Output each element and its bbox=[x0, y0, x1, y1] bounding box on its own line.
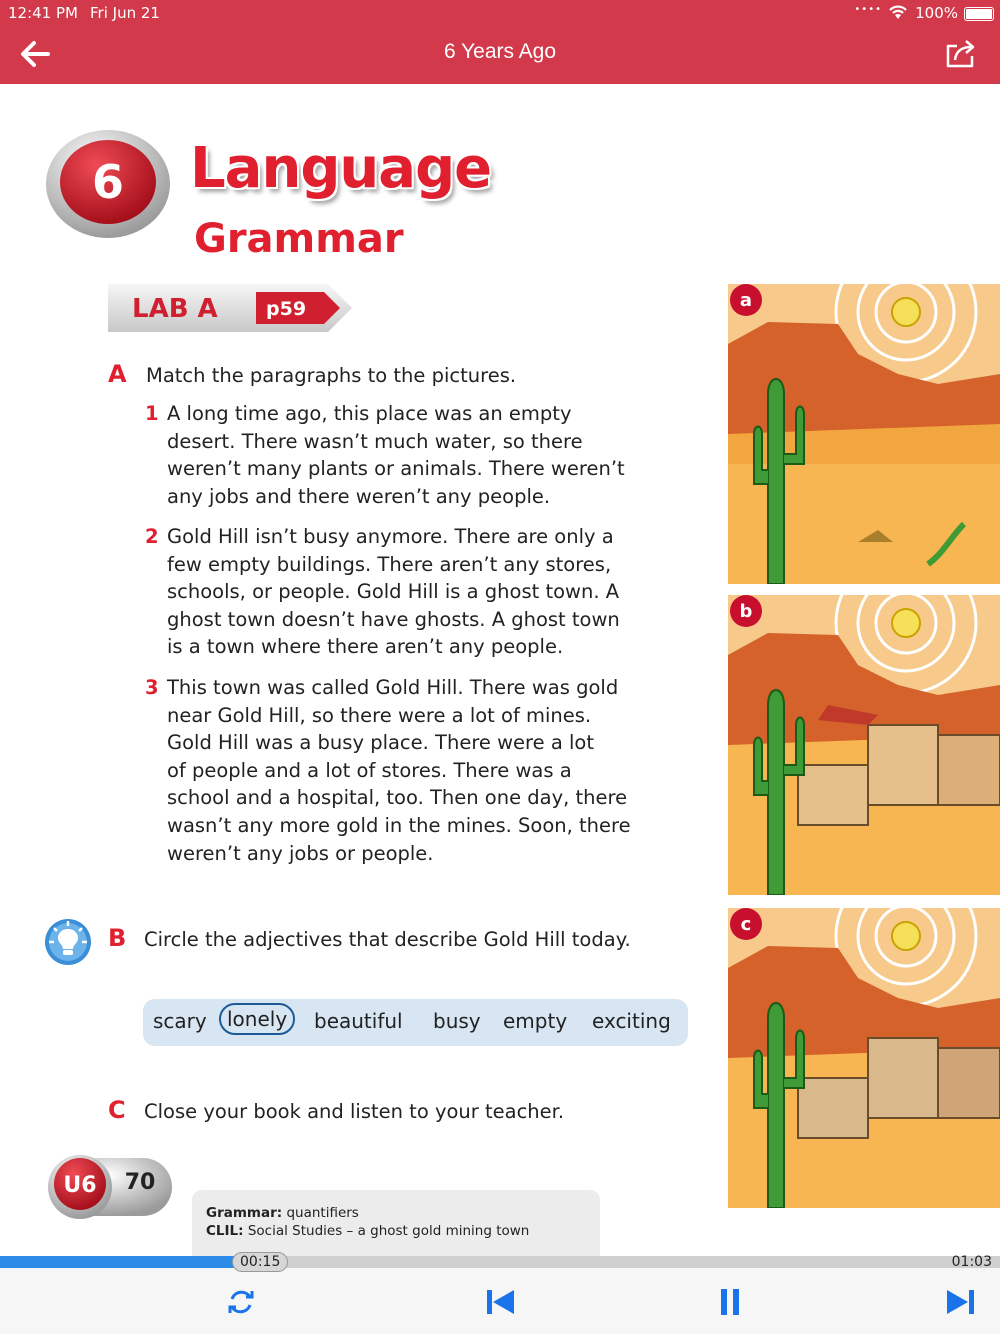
section-a-letter: A bbox=[108, 360, 127, 388]
clil-value: Social Studies – a ghost gold mining town bbox=[247, 1223, 530, 1239]
nav-title: 6 Years Ago bbox=[443, 40, 557, 63]
signal-dots-icon: •••• bbox=[854, 4, 882, 15]
paragraph-1 bbox=[145, 400, 705, 510]
nav-bar bbox=[0, 26, 1000, 84]
status-time: 12:41 PM bbox=[8, 4, 78, 22]
current-time[interactable]: 00:15 bbox=[232, 1252, 288, 1272]
share-icon[interactable] bbox=[944, 36, 978, 70]
ghost-town-illustration bbox=[728, 908, 1000, 1208]
picture-label: b bbox=[739, 601, 753, 622]
section-b-letter: B bbox=[108, 924, 127, 952]
lab-page: p59 bbox=[266, 298, 307, 320]
paragraph-text: A long time ago, this place was an empty desert. There wasn’t much water, so there weren’t many plants or animals. There weren’t any jobs and there weren’t any people. bbox=[167, 402, 625, 508]
page-title: Language bbox=[190, 136, 492, 201]
picture-c bbox=[728, 908, 1000, 1208]
pause-icon[interactable] bbox=[710, 1282, 750, 1322]
info-box bbox=[192, 1190, 600, 1256]
picture-label: c bbox=[740, 914, 752, 935]
battery-icon bbox=[964, 7, 994, 21]
paragraph-3 bbox=[145, 674, 705, 867]
skip-next-icon[interactable] bbox=[941, 1282, 981, 1322]
audio-player bbox=[0, 1256, 1000, 1334]
status-bar bbox=[0, 0, 1000, 26]
grammar-label: Grammar: bbox=[206, 1205, 283, 1221]
paragraph-2 bbox=[145, 523, 705, 661]
page-number: 70 bbox=[124, 1170, 156, 1195]
section-a-instruction: Match the paragraphs to the pictures. bbox=[146, 364, 517, 387]
town-illustration bbox=[728, 595, 1000, 895]
section-c-instruction: Close your book and listen to your teacher. bbox=[144, 1100, 565, 1123]
paragraph-number: 1 bbox=[145, 402, 159, 425]
status-date: Fri Jun 21 bbox=[90, 4, 160, 22]
adjective-word[interactable]: beautiful bbox=[314, 1009, 403, 1033]
clil-label: CLIL: bbox=[206, 1223, 244, 1239]
page-subtitle: Grammar bbox=[194, 216, 404, 262]
section-c-letter: C bbox=[108, 1096, 126, 1124]
lightbulb-icon bbox=[44, 918, 92, 966]
adjective-word[interactable]: exciting bbox=[592, 1009, 671, 1033]
grammar-value: quantifiers bbox=[286, 1205, 359, 1221]
unit-number: 6 bbox=[91, 155, 125, 209]
adjective-word-circled[interactable]: lonely bbox=[219, 1003, 295, 1035]
paragraph-number: 3 bbox=[145, 676, 159, 699]
repeat-icon[interactable] bbox=[221, 1282, 261, 1322]
adjective-word[interactable]: empty bbox=[503, 1009, 568, 1033]
desert-illustration bbox=[728, 284, 1000, 584]
lab-label: LAB A bbox=[132, 294, 218, 324]
picture-b bbox=[728, 595, 1000, 895]
book-page bbox=[0, 84, 1000, 1256]
adjective-word[interactable]: scary bbox=[153, 1009, 207, 1033]
progress-track[interactable] bbox=[0, 1256, 1000, 1268]
battery-percent: 100% bbox=[915, 4, 958, 22]
picture-a bbox=[728, 284, 1000, 584]
page-number-badge bbox=[46, 1154, 176, 1220]
picture-label: a bbox=[739, 290, 753, 311]
unit-code: U6 bbox=[63, 1173, 97, 1198]
section-b-instruction: Circle the adjectives that describe Gold Hill today. bbox=[144, 928, 631, 951]
skip-previous-icon[interactable] bbox=[480, 1282, 520, 1322]
progress-fill bbox=[0, 1256, 238, 1268]
adjective-word[interactable]: busy bbox=[433, 1009, 481, 1033]
unit-number-badge bbox=[46, 130, 170, 238]
paragraph-text: Gold Hill isn’t busy anymore. There are only a few empty buildings. There aren’t any stores, schools, or people. Gold Hill is a ghost town. A ghost town doesn’t have ghosts. A ghost town is a town where there aren’t any people. bbox=[167, 525, 620, 659]
paragraph-text: This town was called Gold Hill. There was gold near Gold Hill, so there were a lot of mines. Gold Hill was a busy place. There were a lot of people and a lot of stores. There was a school and a hospital, too. Then one day, there wasn’t any more gold in the mines. Soon, there weren’t any jobs or people. bbox=[167, 676, 631, 865]
lab-tag bbox=[108, 284, 352, 332]
adjective-box bbox=[143, 999, 688, 1046]
paragraph-number: 2 bbox=[145, 525, 159, 548]
wifi-icon bbox=[888, 4, 908, 20]
duration: 01:03 bbox=[951, 1254, 992, 1270]
